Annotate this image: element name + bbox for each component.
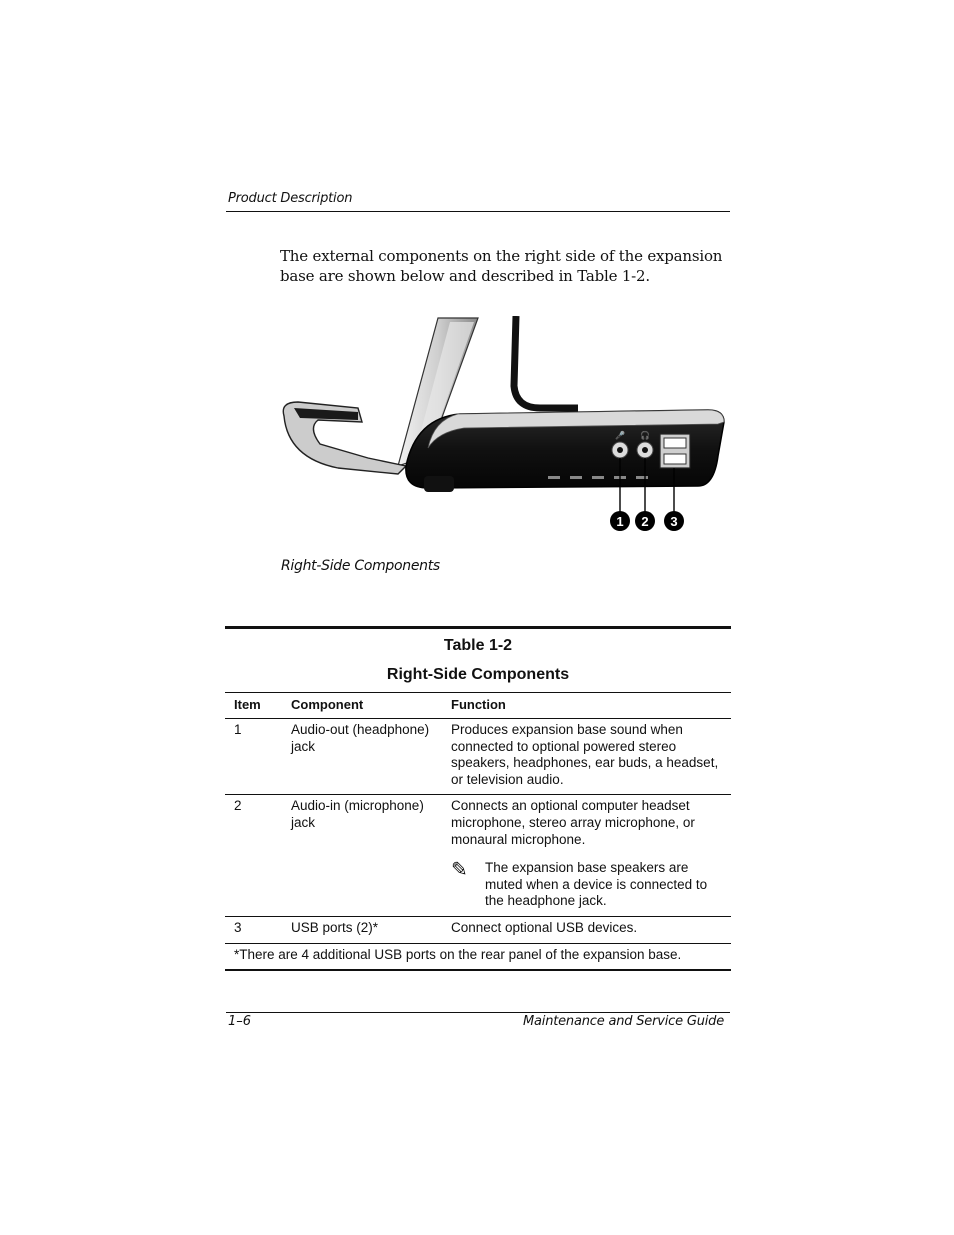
callout-3-label: 3	[670, 514, 678, 529]
usb-port-bottom	[664, 454, 686, 464]
headphone-glyph-icon: 🎤	[615, 431, 625, 440]
row-function: Connects an optional computer headset microphone, stereo array microphone, or monaural microphone.	[451, 798, 695, 847]
note-block	[451, 860, 725, 910]
figure-caption: Right-Side Components	[281, 558, 440, 574]
table-row	[225, 719, 731, 795]
callout-2	[635, 511, 655, 531]
row-component: Audio-in (microphone) jack	[291, 795, 451, 917]
pencil-note-icon: ✎	[451, 859, 468, 882]
table-title: Right-Side Components	[386, 666, 570, 683]
table-number: Table 1-2	[443, 637, 513, 654]
column-header-function: Function	[451, 693, 731, 719]
row-item: 2	[225, 795, 291, 917]
table-footnote-row	[225, 943, 731, 970]
footer-title: Maintenance and Service Guide	[523, 1014, 724, 1029]
usb-port-top	[664, 438, 686, 448]
callout-1	[610, 511, 630, 531]
microphone-glyph-icon: 🎧	[640, 431, 650, 440]
header-rule	[226, 211, 730, 212]
power-cable	[514, 316, 578, 408]
row-component: Audio-out (headphone) jack	[291, 719, 451, 795]
rubber-foot	[424, 476, 454, 492]
table-row	[225, 916, 731, 943]
running-header: Product Description	[228, 191, 353, 206]
table-header-row	[225, 693, 731, 719]
row-item: 1	[225, 719, 291, 795]
intro-paragraph: The external components on the right side of the expansion base are shown below and described in Table 1-2.	[280, 247, 723, 285]
row-function: Connect optional USB devices.	[451, 916, 731, 943]
components-table-block	[225, 626, 731, 971]
row-item: 3	[225, 916, 291, 943]
components-table	[225, 692, 731, 970]
row-component: USB ports (2)*	[291, 916, 451, 943]
expansion-base-drawing	[278, 316, 730, 542]
audio-out-hole	[617, 447, 623, 453]
audio-in-hole	[642, 447, 648, 453]
table-top-rule	[225, 626, 731, 629]
note-text: The expansion base speakers are muted when a device is connected to the headphone jack.	[485, 860, 708, 909]
column-header-item: Item	[225, 693, 291, 719]
right-side-illustration	[278, 316, 730, 542]
row-function-cell	[451, 795, 731, 917]
table-row	[225, 795, 731, 917]
table-bottom-rule	[225, 969, 731, 971]
callout-2-label: 2	[641, 514, 649, 529]
row-function: Produces expansion base sound when connected to optional powered stereo speakers, headphones, ear buds, a headset, or television audio.	[451, 719, 731, 795]
footer-rule	[226, 1012, 730, 1013]
callout-1-label: 1	[616, 514, 624, 529]
table-footnote: *There are 4 additional USB ports on the rear panel of the expansion base.	[225, 943, 731, 970]
page-number: 1–6	[228, 1014, 252, 1029]
callout-3	[664, 511, 684, 531]
column-header-component: Component	[291, 693, 451, 719]
